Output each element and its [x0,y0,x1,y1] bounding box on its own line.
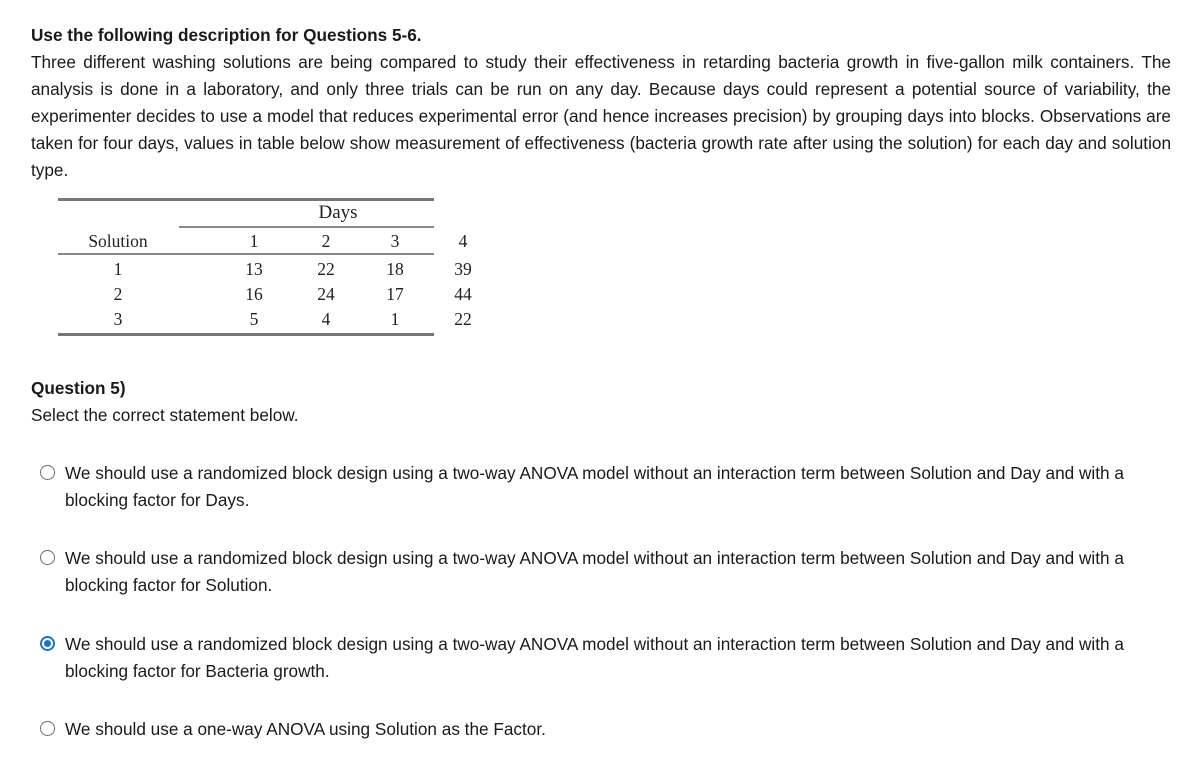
table-row-solution: 1 [113,259,123,279]
day-header-2: 2 [321,231,331,251]
table-cell: 4 [321,309,331,329]
answer-option-2[interactable] [40,545,1160,599]
answer-option-text: We should use a randomized block design using a two-way ANOVA model without an interaction term between Solution and Day and with a blocking factor for Bacteria growth. [65,634,1124,681]
table-cell: 18 [386,259,404,279]
radio-button[interactable] [40,465,55,480]
table-cell: 22 [454,309,472,329]
question-title: Question 5) [31,378,126,398]
table-cell: 1 [390,309,400,329]
table-bottom-rule [58,333,434,336]
answer-option-1[interactable] [40,460,1160,514]
table-cell: 39 [454,259,472,279]
table-cell: 24 [317,284,335,304]
table-cell: 16 [245,284,263,304]
day-header-4: 4 [458,231,468,251]
table-header-rule [58,253,434,255]
answer-option-text: We should use a randomized block design using a two-way ANOVA model without an interaction term between Solution and Day and with a blocking factor for Days. [65,463,1124,510]
radio-button[interactable] [40,550,55,565]
description-text: Three different washing solutions are being compared to study their effectiveness in retarding bacteria growth in five-gallon milk containers. The analysis is done in a laboratory, and only three trials can be run on any day. Because days could represent a potential source of variability, the experimenter decides to use a model that reduces experimental error (and hence increases precision) by grouping days into blocks. Observations are taken for four days, values in table below show measurement of effectiveness (bacteria growth rate after using the solution) for each day and solution type. [31,52,1171,180]
question-prompt: Select the correct statement below. [31,405,299,425]
description-heading: Use the following description for Questions 5-6. [31,25,422,45]
table-row-solution: 3 [113,309,123,329]
table-cell: 13 [245,259,263,279]
answer-option-text: We should use a randomized block design using a two-way ANOVA model without an interaction term between Solution and Day and with a blocking factor for Solution. [65,548,1124,595]
table-cell: 44 [454,284,472,304]
day-header-1: 1 [249,231,259,251]
question-description [31,22,1171,184]
table-cell: 5 [249,309,259,329]
days-header: Days [318,202,358,223]
table-row-solution: 2 [113,284,123,304]
radio-button[interactable] [40,721,55,736]
table-days-rule [179,226,434,228]
radio-button[interactable] [40,636,55,651]
solution-header: Solution [88,231,148,251]
table-cell: 17 [386,284,404,304]
day-header-3: 3 [390,231,400,251]
answer-option-4[interactable] [40,716,1160,743]
table-cell: 22 [317,259,335,279]
answer-option-text: We should use a one-way ANOVA using Solution as the Factor. [65,719,546,739]
answer-option-3[interactable] [40,631,1160,685]
table-top-rule [58,198,434,201]
